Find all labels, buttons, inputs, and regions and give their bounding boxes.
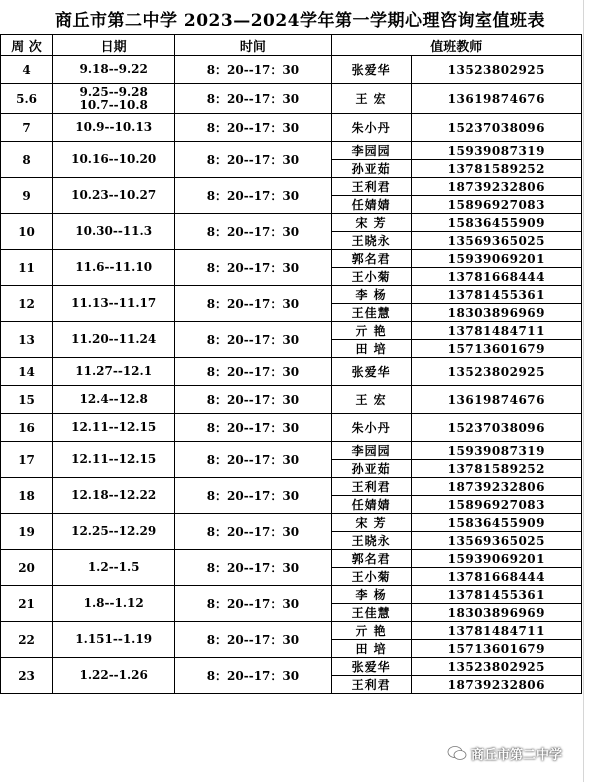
teacher-name: 王佳慧 [331,304,411,322]
date-cell [53,358,175,386]
date-cell [53,142,175,178]
teacher-name: 任婧婧 [331,496,411,514]
time-cell: 8：20--17：30 [175,142,331,178]
week-cell: 4 [1,56,53,84]
teacher-phone: 15713601679 [411,640,581,658]
week-cell: 19 [1,514,53,550]
teacher-phone: 15836455909 [411,214,581,232]
table-row [1,250,582,268]
week-cell: 21 [1,586,53,622]
teacher-name: 王利君 [331,676,411,694]
time-cell: 8：20--17：30 [175,214,331,250]
page-title: 商丘市第二中学 2023—2024学年第一学期心理咨询室值班表 [54,11,546,31]
teacher-phone: 13569365025 [411,232,581,250]
header-date: 日期 [53,35,175,56]
teacher-phone: 13523802925 [411,358,581,386]
teacher-name: 王 宏 [331,84,411,114]
teacher-name: 亓 艳 [331,622,411,640]
table-row [1,214,582,232]
week-cell: 5.6 [1,84,53,114]
date-cell [53,442,175,478]
teacher-phone: 13781484711 [411,322,581,340]
teacher-name: 孙亚茹 [331,460,411,478]
table-row [1,84,582,114]
table-row [1,586,582,604]
teacher-phone: 13781589252 [411,160,581,178]
table-row [1,478,582,496]
week-cell: 13 [1,322,53,358]
week-cell: 9 [1,178,53,214]
teacher-phone: 18739232806 [411,178,581,196]
table-row [1,514,582,532]
date-range: 10.30--11.3 [75,224,153,238]
date-cell [53,478,175,514]
date-range: 11.27--12.1 [75,364,153,378]
teacher-name: 王小菊 [331,568,411,586]
watermark [447,741,562,765]
wechat-icon [447,745,467,761]
time-cell: 8：20--17：30 [175,622,331,658]
teacher-name: 王 宏 [331,386,411,414]
teacher-name: 张爱华 [331,56,411,84]
teacher-phone: 15896927083 [411,496,581,514]
teacher-name: 宋 芳 [331,214,411,232]
date-range: 10.23--10.27 [71,188,157,202]
table-row [1,114,582,142]
table-row [1,56,582,84]
date-cell [53,586,175,622]
header-row [1,35,582,56]
teacher-name: 郭名君 [331,550,411,568]
week-cell: 18 [1,478,53,514]
teacher-phone: 15836455909 [411,514,581,532]
header-time: 时间 [175,35,331,56]
date-range: 9.25--9.28 [79,84,148,99]
week-cell: 15 [1,386,53,414]
date-cell [53,56,175,84]
date-range: 12.18--12.22 [71,488,157,502]
teacher-phone: 15713601679 [411,340,581,358]
time-cell: 8：20--17：30 [175,414,331,442]
teacher-name: 王晓永 [331,532,411,550]
time-cell: 8：20--17：30 [175,84,331,114]
header-teacher: 值班教师 [331,35,581,56]
week-cell: 22 [1,622,53,658]
date-cell [53,658,175,694]
time-cell: 8：20--17：30 [175,442,331,478]
week-cell: 8 [1,142,53,178]
table-row [1,550,582,568]
date-cell [53,414,175,442]
time-cell: 8：20--17：30 [175,386,331,414]
teacher-phone: 18303896969 [411,304,581,322]
teacher-name: 朱小丹 [331,114,411,142]
table-row [1,622,582,640]
table-row [1,322,582,340]
time-cell: 8：20--17：30 [175,178,331,214]
teacher-phone: 13781668444 [411,568,581,586]
week-cell: 23 [1,658,53,694]
teacher-phone: 13781589252 [411,460,581,478]
teacher-phone: 13781455361 [411,286,581,304]
teacher-name: 孙亚茹 [331,160,411,178]
teacher-phone: 15896927083 [411,196,581,214]
table-row [1,658,582,676]
teacher-phone: 15939069201 [411,550,581,568]
teacher-phone: 15939069201 [411,250,581,268]
table-row [1,178,582,196]
teacher-name: 王晓永 [331,232,411,250]
time-cell: 8：20--17：30 [175,250,331,286]
teacher-phone: 15939087319 [411,442,581,460]
teacher-name: 郭名君 [331,250,411,268]
date-cell [53,622,175,658]
teacher-phone: 13619874676 [411,386,581,414]
date-cell [53,322,175,358]
teacher-name: 田 培 [331,340,411,358]
date-range: 1.2--1.5 [87,560,140,574]
teacher-name: 张爱华 [331,358,411,386]
date-range: 1.22--1.26 [79,668,148,682]
date-cell [53,386,175,414]
header-week: 周 次 [1,35,53,56]
time-cell: 8：20--17：30 [175,358,331,386]
time-cell: 8：20--17：30 [175,286,331,322]
table-row [1,142,582,160]
schedule-body [1,56,582,694]
teacher-name: 任婧婧 [331,196,411,214]
teacher-name: 王利君 [331,178,411,196]
teacher-name: 张爱华 [331,658,411,676]
teacher-name: 朱小丹 [331,414,411,442]
date-range: 10.9--10.13 [75,120,153,134]
date-cell [53,250,175,286]
teacher-name: 王利君 [331,478,411,496]
date-range: 12.11--12.15 [71,420,157,434]
date-range: 11.13--11.17 [71,296,157,310]
date-cell [53,114,175,142]
week-cell: 14 [1,358,53,386]
teacher-name: 李园园 [331,142,411,160]
date-range: 1.8--1.12 [83,596,144,610]
teacher-name: 王佳慧 [331,604,411,622]
teacher-name: 宋 芳 [331,514,411,532]
table-row [1,358,582,386]
date-range: 11.20--11.24 [71,332,157,346]
table-row [1,386,582,414]
teacher-phone: 13569365025 [411,532,581,550]
teacher-name: 王小菊 [331,268,411,286]
teacher-name: 田 培 [331,640,411,658]
teacher-phone: 15237038096 [411,114,581,142]
teacher-phone: 13781668444 [411,268,581,286]
teacher-phone: 13781455361 [411,586,581,604]
week-cell: 17 [1,442,53,478]
date-cell [53,214,175,250]
date-cell [53,286,175,322]
week-cell: 12 [1,286,53,322]
date-range: 12.11--12.15 [71,452,157,466]
table-row [1,442,582,460]
time-cell: 8：20--17：30 [175,114,331,142]
week-cell: 7 [1,114,53,142]
date-range: 12.25--12.29 [71,524,157,538]
teacher-phone: 18739232806 [411,676,581,694]
date-cell [53,84,175,114]
schedule-table [0,34,582,694]
teacher-name: 李 杨 [331,286,411,304]
time-cell: 8：20--17：30 [175,56,331,84]
week-cell: 11 [1,250,53,286]
teacher-phone: 13523802925 [411,658,581,676]
teacher-name: 亓 艳 [331,322,411,340]
date-range: 11.6--11.10 [75,260,153,274]
date-range: 10.16--10.20 [71,152,157,166]
date-range: 10.7--10.8 [79,97,148,112]
time-cell: 8：20--17：30 [175,658,331,694]
teacher-phone: 13523802925 [411,56,581,84]
date-range: 9.18--9.22 [79,62,148,76]
time-cell: 8：20--17：30 [175,550,331,586]
date-cell [53,514,175,550]
date-range: 12.4--12.8 [79,392,148,406]
week-cell: 10 [1,214,53,250]
date-cell [53,550,175,586]
watermark-text: 商丘市第二中学 [471,747,563,763]
time-cell: 8：20--17：30 [175,478,331,514]
time-cell: 8：20--17：30 [175,586,331,622]
week-cell: 16 [1,414,53,442]
date-range: 1.151--1.19 [75,632,153,646]
teacher-name: 李园园 [331,442,411,460]
table-row [1,414,582,442]
time-cell: 8：20--17：30 [175,322,331,358]
teacher-name: 李 杨 [331,586,411,604]
table-row [1,286,582,304]
teacher-phone: 15939087319 [411,142,581,160]
date-cell [53,178,175,214]
gridline [583,0,584,782]
teacher-phone: 13619874676 [411,84,581,114]
time-cell: 8：20--17：30 [175,514,331,550]
teacher-phone: 15237038096 [411,414,581,442]
week-cell: 20 [1,550,53,586]
teacher-phone: 18739232806 [411,478,581,496]
teacher-phone: 18303896969 [411,604,581,622]
teacher-phone: 13781484711 [411,622,581,640]
